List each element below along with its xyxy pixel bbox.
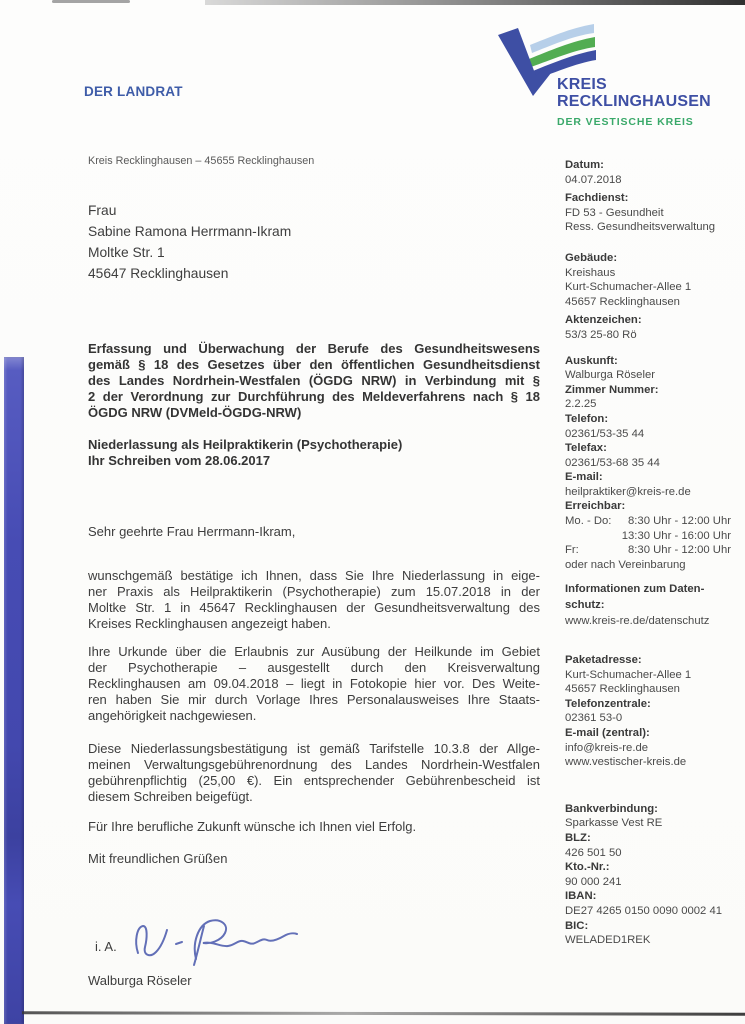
text-line: Moltke Str. 1 in 45647 Recklinghausen der Gesundheitsverwaltung des [88, 600, 540, 615]
text-line: diesem Schreiben beigefügt. [88, 789, 253, 804]
text-line: 45647 Recklinghausen [88, 266, 229, 281]
text-line: Informationen zum Daten- [565, 583, 705, 596]
sidebar-value-aktenzeichen: 53/3 25-80 Rö [565, 328, 637, 341]
sidebar-label-telefonzentrale: Telefonzentrale: [565, 697, 651, 710]
text-line: Erfassung und Überwachung der Berufe des Gesundheitswesens [88, 341, 540, 356]
sidebar-value-iban: DE27 4265 0150 0090 0002 41 [565, 904, 723, 917]
sidebar-value-bic: WELADED1REK [565, 934, 651, 947]
signature-row [88, 913, 540, 971]
closing-formula: Mit freundlichen Grüßen [88, 851, 228, 866]
sender-title: DER LANDRAT [84, 84, 183, 99]
sidebar-label-auskunft: Auskunft: [565, 354, 618, 367]
sidebar-value-gebaeude-3: 45657 Recklinghausen [565, 295, 680, 308]
hours-day-2 [565, 529, 615, 544]
sidebar-label-gebaeude: Gebäude: [565, 251, 618, 264]
sidebar-value-telefax: 02361/53-68 35 44 [565, 456, 660, 469]
logo-line-recklinghausen: RECKLINGHAUSEN [557, 93, 711, 110]
sidebar-label-datenschutz [565, 582, 743, 614]
signature-handwriting [124, 913, 304, 971]
text-line: ÖGDG NRW (DVMeld-ÖGDG-NRW) [88, 405, 302, 420]
hours-note: oder nach Vereinbarung [565, 558, 686, 571]
sidebar-label-aktenzeichen: Aktenzeichen: [565, 314, 642, 327]
sidebar-value-paket-1: Kurt-Schumacher-Allee 1 [565, 668, 692, 681]
sidebar-label-email-zentral: E-mail (zentral): [565, 727, 650, 739]
sidebar-value-kto: 90 000 241 [565, 875, 622, 888]
text-line: wunschgemäß bestätige ich Ihnen, dass Sie Ihre Niederlassung in eige- [88, 568, 540, 583]
sidebar-value-fachdienst-2: Ress. Gesundheitsverwaltung [565, 221, 716, 234]
sidebar-label-zimmer: Zimmer Nummer: [565, 383, 659, 396]
hours-day-1: Mo. - Do: [565, 515, 612, 528]
subject-reference-block [88, 437, 540, 469]
text-line: Recklinghausen am 09.04.2018 – liegt in Fotokopie hier vor. Des Weite- [88, 676, 540, 691]
text-line: Niederlassung als Heilpraktikerin (Psychotherapie) [88, 437, 403, 452]
text-line: gebührenpflichtig (25,00 €). Ein entsprechender Gebührenbescheid ist [88, 773, 540, 788]
sidebar-value-bank: Sparkasse Vest RE [565, 817, 663, 830]
logo-line-vestische: DER VESTISCHE KREIS [557, 116, 694, 128]
sidebar-value-gebaeude-2: Kurt-Schumacher-Allee 1 [565, 281, 692, 294]
hours-row-1 [565, 514, 743, 529]
hours-day-3: Fr: [565, 544, 579, 557]
kreis-logo-text [557, 76, 711, 131]
sidebar-value-fachdienst-1: FD 53 - Gesundheit [565, 206, 664, 219]
sidebar-value-email: heilpraktiker@kreis-re.de [565, 485, 691, 498]
subject-block [88, 341, 540, 421]
text-line: ner Praxis als Heilpraktikerin (Psychotherapie) zum 15.07.2018 in der [88, 584, 540, 599]
recipient-address [88, 200, 291, 284]
hours-row-2 [565, 529, 743, 544]
text-line: Moltke Str. 1 [88, 245, 165, 260]
sidebar-label-bankverbindung: Bankverbindung: [565, 802, 658, 815]
paragraph-2 [88, 644, 540, 724]
sidebar-value-gebaeude-1: Kreishaus [565, 266, 616, 279]
paragraph-1 [88, 568, 540, 632]
sidebar-value-paket-2: 45657 Recklinghausen [565, 683, 680, 696]
sidebar-value-zimmer: 2.2.25 [565, 398, 597, 411]
hours-time-1: 8:30 Uhr - 12:00 Uhr [628, 515, 731, 528]
text-line: ren haben Sie mir durch Vorlage Ihres Personalausweises Ihre Staats- [88, 692, 540, 707]
salutation: Sehr geehrte Frau Herrmann-Ikram, [88, 524, 296, 539]
letter-body [88, 341, 540, 989]
sidebar-label-bic: BIC: [565, 919, 589, 932]
sidebar-label-paketadresse: Paketadresse: [565, 654, 642, 667]
sidebar-value-email-zentral: info@kreis-re.de [565, 741, 649, 754]
text-line: meinen Verwaltungsgebührenordnung des Landes Nordrhein-Westfalen [88, 757, 540, 772]
sidebar-value-auskunft: Walburga Röseler [565, 369, 655, 382]
text-line: Frau [88, 203, 117, 218]
sidebar-value-datum: 04.07.2018 [565, 173, 622, 186]
sidebar-label-fachdienst: Fachdienst: [565, 192, 629, 205]
sidebar-label-kto: Kto.-Nr.: [565, 861, 610, 874]
sidebar-value-telefon: 02361/53-35 44 [565, 427, 645, 440]
sidebar-label-telefon: Telefon: [565, 412, 609, 425]
text-line: Kreises Recklinghausen angezeigt haben. [88, 616, 331, 631]
text-line: gemäß § 18 des Gesetzes über den öffentlichen Gesundheitsdienst [88, 357, 540, 372]
sidebar-value-website: www.vestischer-kreis.de [565, 756, 687, 769]
sidebar-label-email: E-mail: [565, 471, 603, 484]
hours-time-2: 13:30 Uhr - 16:00 Uhr [621, 529, 731, 542]
sidebar-label-iban: IBAN: [565, 890, 597, 903]
sidebar-label-telefax: Telefax: [565, 442, 607, 455]
scan-edge-artifact-bottom [22, 1011, 745, 1016]
hours-time-3: 8:30 Uhr - 12:00 Uhr [628, 544, 731, 557]
sidebar-value-telefonzentrale: 02361 53-0 [565, 712, 623, 725]
kreis-logo [486, 14, 736, 139]
text-line: der Psychotherapie – ausgestellt durch den Kreisverwaltung [88, 660, 540, 675]
text-line: Ihre Urkunde über die Erlaubnis zur Ausübung der Heilkunde im Gebiet [88, 644, 540, 659]
sidebar-value-datenschutz: www.kreis-re.de/datenschutz [565, 615, 710, 628]
ia-abbreviation: i. A. [95, 939, 117, 954]
text-line: Ihr Schreiben vom 28.06.2017 [88, 453, 271, 468]
sidebar-label-erreichbar: Erreichbar: [565, 500, 626, 513]
paragraph-4: Für Ihre berufliche Zukunft wünsche ich Ihnen viel Erfolg. [88, 819, 417, 834]
return-address-line: Kreis Recklinghausen – 45655 Recklinghausen [88, 155, 315, 167]
text-line: angehörigkeit nachgewiesen. [88, 708, 257, 723]
paragraph-3 [88, 741, 540, 805]
scan-edge-artifact-top-left [52, 0, 130, 3]
sidebar-label-datum: Datum: [565, 159, 604, 171]
text-line: Sabine Ramona Herrmann-Ikram [88, 224, 292, 239]
sidebar-value-blz: 426 501 50 [565, 846, 622, 859]
text-line: schutz: [565, 599, 605, 612]
text-line: Diese Niederlassungsbestätigung ist gemäß Tarifstelle 10.3.8 der Allge- [88, 741, 540, 756]
text-line: 2 der Verordnung zur Durchführung des Meldeverfahrens nach § 18 [88, 389, 540, 404]
logo-line-kreis: KREIS [557, 76, 607, 93]
scan-stripe-artifact [4, 357, 24, 1024]
hours-row-3 [565, 543, 743, 558]
sidebar-label-blz: BLZ: [565, 831, 591, 844]
signer-name: Walburga Röseler [88, 973, 192, 988]
text-line: des Landes Nordrhein-Westfalen (ÖGDG NRW) in Verbindung mit § [88, 373, 540, 388]
info-sidebar [565, 158, 743, 948]
scan-edge-artifact-top-right [205, 0, 745, 5]
